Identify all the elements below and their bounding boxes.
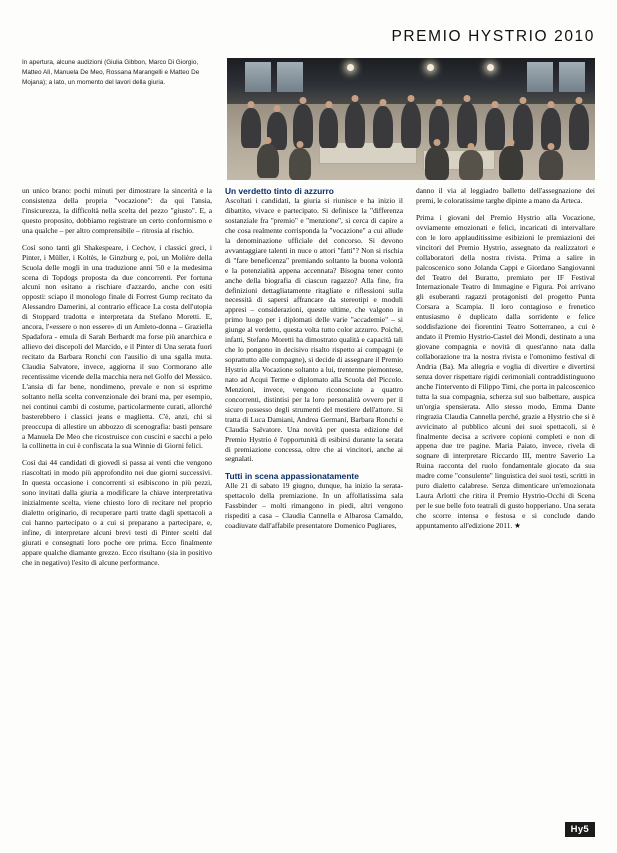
photo-person — [485, 108, 505, 150]
photo-window — [277, 62, 303, 92]
photo-lamp — [347, 64, 354, 71]
page-header-title: PREMIO HYSTRIO 2010 — [391, 28, 595, 45]
photo-person — [293, 104, 313, 148]
photo-window — [245, 62, 271, 92]
photo-person — [459, 150, 483, 180]
page-footer — [565, 822, 595, 837]
photo-caption: In apertura, alcune audizioni (Giulia Gibbon, Marco Di Giorgio, Matteo Alì, Manuela De Meo, Rossana Marangelli e Matteo De Mojana); a lato, un momento del lavori della giuria. — [22, 59, 200, 86]
jury-photo — [227, 58, 595, 180]
photo-window — [559, 62, 585, 92]
body-column-3 — [416, 186, 595, 804]
photo-person — [569, 104, 589, 150]
section-subhead-scena: Tutti in scena appassionatamente — [225, 471, 359, 482]
photo-person — [373, 106, 393, 148]
body-column-2 — [225, 186, 403, 804]
paragraph-spacer — [416, 206, 595, 213]
paragraph: Prima i giovani del Premio Hystrio alla Vocazione, ovviamente emozionati e felici, incaricati di intervallare con le loro applauditissime esibizioni le premiazioni dei vincitori del Premio Hystrio, assegnato da realizzatori e collaboratori della nostra rivista. Prima a salire in palcoscenico sono Jolanda Cappi e Giordano Sangiovanni del Teatro del Buratto, premiato per IF Festival Internazionale Teatro di Immagine e Figura. Poi arrivano gli esuberanti ragazzi protagonisti del progetto Punta Corsara a Scampia. Il loro contagioso e frenetico entusiasmo è duplicato dalla sorridente e felice soddisfazione dei fiorentini Teatro Sotterraneo, a cui è andato il Premio Hystrio-Castel dei Mondi, destinato a una giovane compagnia e novità di quest'anno nata dalla collaborazione tra la nostra rivista e l'omonimo festival di Andria (Ba). Ma allegria e voglia di divertire e divertirsi senza dover rispettare rigidi cerimoniali contraddistinguono anche l'intervento di Filippo Timi, che porta in palcoscenico tutta la sua compagnia, scherza sul suo balbettare, auspica un'orgia spensierata. Allo stesso modo, Emma Dante ringrazia Claudia Cannella perché, grazie a Hystrio che si è avvicinato al pubblico alcuni dei suoi spettacoli, si è finalmente decisa a scrivere copioni completi e non di appena due tre pagine. Maria Paiato, invece, rivela di sognare di interpretare Riccardo III, mentre Saverio La Ruina racconta del ruolo fondamentale giocato da sua madre come "consulente" linguistica dei suoi testi, scritti in puro dialetto calabrese. Senza dimenticare un'emozionata Laura Arlotti che ritira il Premio Hystrio-Occhi di Scena per le sue belle foto teatrali di gusto hopperiano. Una serata che scorre intensa e festosa e si conclude dando appuntamento all'edizione 2011. ★ — [416, 212, 595, 530]
photo-person — [257, 144, 279, 178]
photo-person — [425, 146, 449, 180]
photo-person — [289, 148, 311, 180]
page-number-badge: Hy5 — [565, 822, 595, 837]
paragraph: un unico brano: pochi minuti per dimostrare la sincerità e la consistenza della propria "vocazione": da qui l'ansia, l'insicurezza, la difficoltà nella scelta del pezzo "giusto". E, a questo proposito, dobbiamo registrare un certo conformismo e una qualche – per altro comprensibile – ritrosia al rischio. — [22, 186, 212, 235]
photo-person — [345, 102, 365, 148]
paragraph-spacer — [22, 236, 212, 243]
paragraph: Così dai 44 candidati di giovedì si passa ai venti che vengono riascoltati in modo più approfondito nei due giorni successivi. In questa occasione i concorrenti si esibiscono in più pezzi, sono invitati dalla giuria a modificare la chiave interpretativa inizialmente scelta, viene chiesto loro di recitare nel proprio dialetto originario, di recuperare parti tratte dagli spettacoli a cui hanno partecipato o a cui si preparano a partecipare, e, infine, di interpretare alcuni brevi testi di Pinter scelti dal giurati e consegnati loro poche ore prima. Ecco finalmente appare qualche diamante grezzo. Ecco risultano (sia in positivo che in negativo) l'esito di alcune performance. — [22, 458, 212, 567]
paragraph: Così sono tanti gli Shakespeare, i Cechov, i classici greci, i Pinter, i Müller, i Koltès, le Ginzburg e, poi, un Molière della Scuola delle mogli in una traduzione anni '50 e la medesima scena di Topdogs proposta da due concorrenti. Per fortuna alcuni non esitano a rischiare d'azzardo, anche con esiti opposti: sciapo il monologo finale di Forrest Gump recitato da Alessandro Damerini, al contrario efficace La costa dell'utopia di Stoppard tradotta e interpretata da Stefano Moretti. E, ancora, l'«essere o non essere» di un Amleto-donna – Graziella Spadafora - emula di Sarah Berhardt ma forse più anarchica e allievo dei discepoli del Marcido, e il Pinter di Una serata fuori recitato da Barbara Ronchi con l'ausilio di una sgalla muta. Claudia Salvatore, invece, aggiorna il suo Cormorano alle recentissime vicende della macchia nera nel Golfo del Messico. L'ansia di far bene, nondimeno, prevale e non si esprime soltanto nella scelta convenzionale dei brani ma, per esempio, nei continui cambi di costume, particolarmente curati, allorché basterebbero i classici jeans e maglietta. C'è, anzi, chi si preoccupa di allestire un abbozzo di scenografia: basti pensare a Manuela De Meo che ricostruisce con cuscini e sacchi a pelo la collinetta in cui è confiscata la sua Winnie di Giorni felici. — [22, 242, 212, 451]
photo-person — [457, 102, 477, 148]
paragraph-spacer — [225, 464, 403, 471]
photo-person — [241, 108, 261, 148]
photo-person — [539, 150, 563, 180]
photo-window — [527, 62, 553, 92]
photo-person — [499, 146, 523, 180]
photo-person — [513, 104, 533, 150]
section-subhead-verdetto: Un verdetto tinto di azzurro — [225, 186, 334, 196]
paragraph: Ascoltati i candidati, la giuria si riunisce e ha inizio il dibattito, vivace e partecipato. Si definisce la "differenza sostanziale fra "premio" e "menzione", si cerca di capire a che cosa realmente corrisponda la "vocazione" a cui allude la denominazione ufficiale del concorso. Si devono avvantaggiare talenti in nuce o attori "fatti"? Non si rischia di "fare beneficenza" premiando soltanto la buona volontà e la potenzialità appena accennata? Bisogna tener conto anche della biografia di ciascun ragazzo? Alla fine, fra definizioni dettagliatamente ritagliate e riflessioni sulla necessità di sapersi affrancare da stereotipi e moduli appresi – considerazioni, queste ultime, che valgono in primo luogo per i diplomati delle varie "accademie" – si giunge al verdetto, questa volta tutto color azzurro. Poiché, infatti, Stefano Moretti ha dimostrato qualità e capacità tali che lo pongono in decisivo risalto rispetto ai compagni (e soprattutto alle compagne), si decide di assegnare il Premio Hystrio alla Vocazione soltanto a lui, trentenne piemontese, nato ad Acqui Terme e diplomato alla Scuola del Piccolo. Menzioni, invece, vengono riconosciute a quattro concorrenti, distintisi per la loro personalità ovvero per il sicuro possesso degli strumenti del mestiere dell'attore. Si tratta di Luca Damiani, Andrea Germani, Barbara Ronchi e Claudia Salvatore. Una novità per questa edizione del Premio Hystrio è l'opportunità di esibirsi durante la serata di premiazione concessa, oltre che ai vincitori, anche ai segnalati. — [225, 196, 403, 464]
photo-person — [319, 108, 338, 148]
photo-lamp — [427, 64, 434, 71]
body-column-1 — [22, 186, 212, 804]
paragraph: danno il via al leggiadro balletto dell'assegnazione dei premi, le coloratissime targhe dipinte a mano da Arteca. — [416, 186, 595, 205]
photo-person — [401, 102, 421, 148]
paragraph-spacer — [22, 451, 212, 458]
paragraph: Alle 21 di sabato 19 giugno, dunque, ha inizio la serata-spettacolo della premiazione. In un affollatissima sala Fassbinder – molti rimangono in piedi, altri vengono rispediti a casa – Claudia Cannella e Albarosa Camaldo, coadiuvate dall'affabile presentatore Domenico Pugliares, — [225, 481, 403, 531]
photo-lamp — [487, 64, 494, 71]
